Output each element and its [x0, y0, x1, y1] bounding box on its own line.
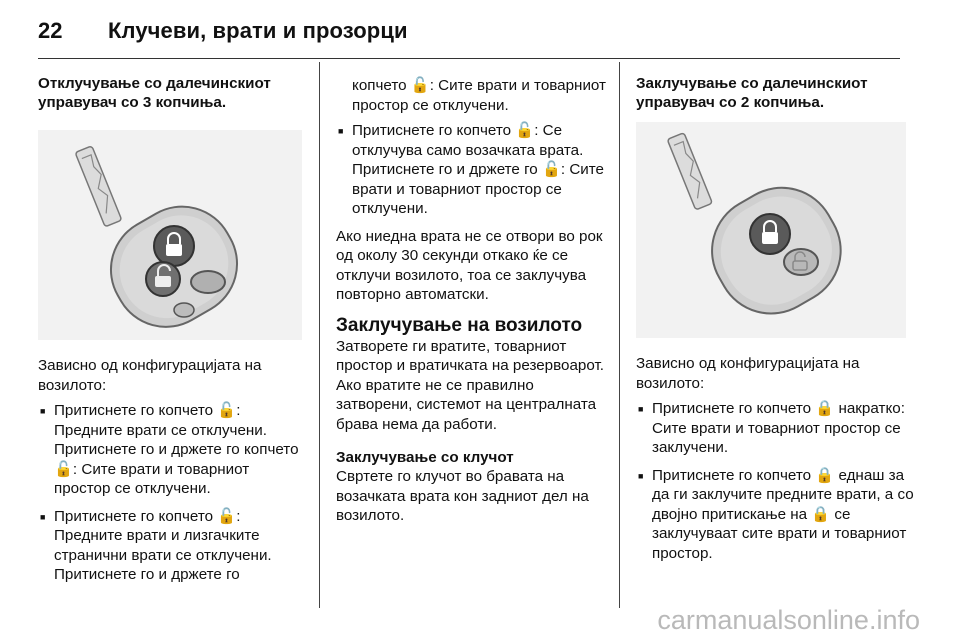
intro-text: Зависно од конфигурацијата на возилото:: [636, 355, 860, 392]
two-button-key-illustration: [636, 122, 906, 338]
list-item: ■ Притиснете го копчето 🔒 еднаш за да ги заклучите предните врати, а со двојно притискање на 🔒 се заклучуваат сите врати и товарниот простор.: [636, 466, 916, 564]
bullet-list: [336, 121, 606, 219]
column-divider: [619, 62, 620, 608]
section-heading: Заклучување на возилото: [336, 314, 583, 336]
column-divider: [319, 62, 320, 608]
section-heading: Заклучување со клучот: [336, 449, 514, 466]
column-left: [38, 74, 306, 593]
intro-text: Зависно од конфигурацијата на возилото:: [38, 357, 262, 394]
section-heading: Заклучување со далечинскиот управувач со 2 копчиња.: [636, 75, 868, 111]
key-lock-text: Свртете го клучот во бравата на возачката врата кон задниот дел на возилото.: [336, 468, 589, 524]
continued-text: копчето 🔓: Сите врати и товарниот простор се отклучени.: [352, 77, 606, 114]
list-item: ■ Притиснете го копчето 🔓: Предните врати и лизгачките странични врати се отклучени. Притиснете го и држете го: [38, 507, 306, 585]
page-header: [38, 14, 408, 48]
bullet-list: [636, 399, 916, 563]
column-right: [636, 74, 916, 571]
auto-relock-text: Ако ниедна врата не се отвори во рок од околу 30 секунди откако ќе се отклучи возилото, тоа се заклучува повторно автоматски.: [336, 227, 603, 303]
watermark: carmanualsonline.info: [657, 605, 920, 635]
list-item: ■ Притиснете го копчето 🔓: Предните врати се отклучени. Притиснете го и држете го копчето 🔓: Сите врати и товарниот простор се отклучени.: [38, 401, 306, 499]
column-middle: [336, 76, 606, 526]
list-item: ■ Притиснете го копчето 🔓: Се отклучува само возачката врата. Притиснете го и држете го 🔓: Сите врати и товарниот простор се отклучени.: [336, 121, 606, 219]
section-heading: Отклучување со далечинскиот управувач со 3 копчиња.: [38, 75, 271, 111]
page-title: Клучеви, врати и прозорци: [108, 18, 408, 43]
page-number: 22: [38, 18, 63, 43]
list-item: ■ Притиснете го копчето 🔒 накратко: Сите врати и товарниот простор се заклучени.: [636, 399, 916, 458]
three-button-key-illustration: [38, 130, 302, 340]
bullet-list: [38, 401, 306, 585]
header-rule: [38, 58, 900, 59]
lock-text: Затворете ги вратите, товарниот простор и вратичката на резервоарот. Ако вратите не се правилно затворени, системот на централната брава нема да работи.: [336, 337, 604, 433]
